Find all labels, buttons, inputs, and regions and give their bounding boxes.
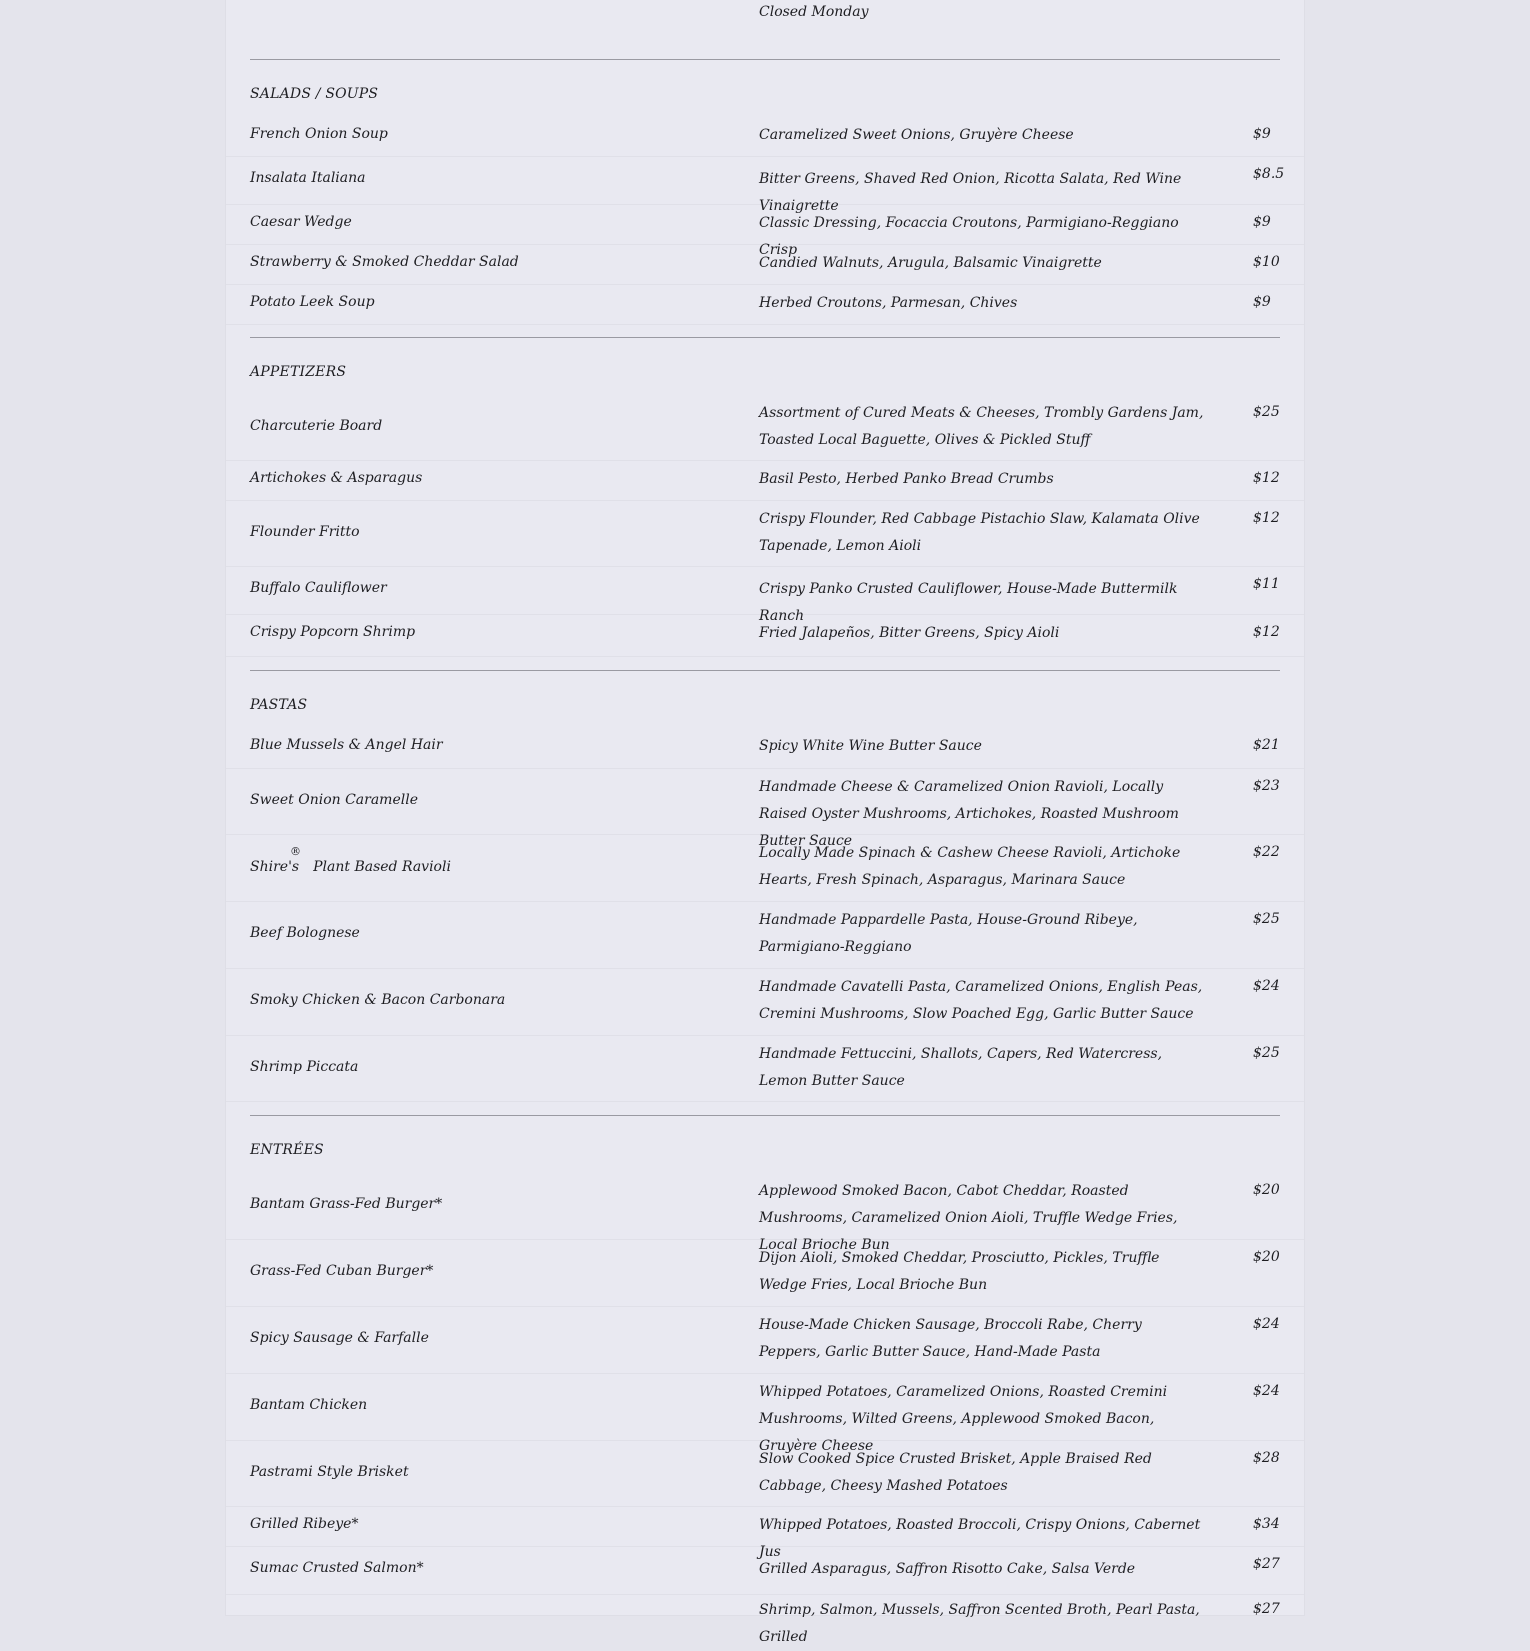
- menu-item-price: $24: [1253, 978, 1280, 994]
- menu-item-desc: Whipped Potatoes, Roasted Broccoli, Crispy Onions, Cabernet Jus: [759, 1517, 1201, 1560]
- section-title-salads-soups: SALADS / SOUPS: [250, 86, 379, 102]
- menu-item-name-suffix: Plant Based Ravioli: [313, 859, 451, 875]
- menu-item-desc: Fried Jalapeños, Bitter Greens, Spicy Aioli: [759, 625, 1060, 641]
- menu-item-name: Pastrami Style Brisket: [250, 1464, 409, 1480]
- menu-item-desc: Bitter Greens, Shaved Red Onion, Ricotta Salata, Red Wine Vinaigrette: [759, 171, 1182, 214]
- menu-item-price: $11: [1253, 576, 1280, 592]
- menu-item-name: Bantam Chicken: [250, 1397, 368, 1413]
- menu-item-price: $20: [1253, 1249, 1280, 1265]
- section-title-appetizers: APPETIZERS: [250, 364, 347, 380]
- menu-item-desc: Classic Dressing, Focaccia Croutons, Parmigiano-Reggiano Crisp: [759, 215, 1179, 258]
- menu-item-desc: Crispy Flounder, Red Cabbage Pistachio Slaw, Kalamata Olive Tapenade, Lemon Aioli: [759, 511, 1200, 554]
- menu-item-desc: Handmade Fettuccini, Shallots, Capers, Red Watercress, Lemon Butter Sauce: [759, 1046, 1163, 1089]
- menu-item-price: $12: [1253, 470, 1280, 486]
- menu-item-row: [226, 1239, 1304, 1307]
- menu-item-row: [226, 1035, 1304, 1102]
- menu-item-desc: Handmade Cavatelli Pasta, Caramelized Onions, English Peas, Cremini Mushrooms, Slow Poached Egg, Garlic Butter Sauce: [759, 979, 1203, 1022]
- menu-item-price: $27: [1253, 1556, 1280, 1572]
- menu-item-name: Charcuterie Board: [250, 418, 383, 434]
- menu-item-price: $20: [1253, 1182, 1280, 1198]
- menu-item-price: $12: [1253, 624, 1280, 640]
- menu-item-desc: Handmade Cheese & Caramelized Onion Ravioli, Locally Raised Oyster Mushrooms, Artichokes, Roasted Mushroom Butter Sauce: [759, 779, 1179, 849]
- menu-item-name: French Onion Soup: [250, 126, 388, 142]
- menu-item-price: $9: [1253, 214, 1271, 230]
- menu-item-name: [250, 845, 730, 875]
- menu-item-row: [226, 156, 1304, 214]
- menu-item-desc: Basil Pesto, Herbed Panko Bread Crumbs: [759, 471, 1054, 487]
- menu-item-row: [226, 500, 1304, 567]
- menu-item-desc: Caramelized Sweet Onions, Gruyère Cheese: [759, 127, 1074, 143]
- section-divider: [250, 1115, 1280, 1116]
- menu-item-row: [226, 968, 1304, 1036]
- menu-item-desc: Herbed Croutons, Parmesan, Chives: [759, 295, 1018, 311]
- registered-mark: ®: [290, 845, 301, 858]
- menu-item-desc: Slow Cooked Spice Crusted Brisket, Apple Braised Red Cabbage, Cheesy Mashed Potatoes: [759, 1451, 1152, 1494]
- menu-item-name: Insalata Italiana: [250, 170, 366, 186]
- menu-item-price: $21: [1253, 737, 1280, 753]
- section-divider: [250, 337, 1280, 338]
- section-title-pastas: PASTAS: [250, 697, 308, 713]
- menu-item-price: $22: [1253, 844, 1280, 860]
- menu-item-name: Shrimp Piccata: [250, 1059, 359, 1075]
- menu-item-desc: House-Made Chicken Sausage, Broccoli Rabe, Cherry Peppers, Garlic Butter Sauce, Hand-Made Pasta: [759, 1317, 1142, 1360]
- menu-item-desc: Crispy Panko Crusted Cauliflower, House-Made Buttermilk Ranch: [759, 581, 1178, 624]
- menu-item-name-part: Shire's: [250, 859, 300, 875]
- menu-item-row: [226, 1594, 1304, 1645]
- menu-item-name: Smoky Chicken & Bacon Carbonara: [250, 992, 506, 1008]
- menu-item-price: $10: [1253, 254, 1280, 270]
- menu-item-desc: Assortment of Cured Meats & Cheeses, Trombly Gardens Jam, Toasted Local Baguette, Olives & Pickled Stuff: [759, 405, 1204, 448]
- menu-item-row: [226, 1440, 1304, 1507]
- menu-item-price: $24: [1253, 1383, 1280, 1399]
- menu-item-name: Sumac Crusted Salmon*: [250, 1560, 424, 1576]
- menu-item-name: Strawberry & Smoked Cheddar Salad: [250, 254, 519, 270]
- menu-item-price: $8.5: [1253, 166, 1285, 182]
- menu-item-desc: Whipped Potatoes, Caramelized Onions, Roasted Cremini Mushrooms, Wilted Greens, Applewood Smoked Bacon, Gruyère Cheese: [759, 1384, 1168, 1454]
- menu-item-row: [226, 460, 1304, 501]
- menu-item-name: Flounder Fritto: [250, 524, 360, 540]
- menu-item-name: Crispy Popcorn Shrimp: [250, 624, 416, 640]
- section-title-entrees: ENTRÉES: [250, 1142, 324, 1158]
- menu-item-desc: Locally Made Spinach & Cashew Cheese Ravioli, Artichoke Hearts, Fresh Spinach, Asparagus, Marinara Sauce: [759, 845, 1181, 888]
- menu-item-desc: Spicy White Wine Butter Sauce: [759, 738, 982, 754]
- menu-item-row: [226, 566, 1304, 624]
- menu-item-row: [226, 614, 1304, 657]
- section-divider: [250, 59, 1280, 60]
- menu-item-row: [226, 1546, 1304, 1595]
- menu-item-desc: Dijon Aioli, Smoked Cheddar, Prosciutto, Pickles, Truffle Wedge Fries, Local Brioche Bun: [759, 1250, 1160, 1293]
- menu-item-price: $25: [1253, 404, 1280, 420]
- menu-item-name: Beef Bolognese: [250, 925, 360, 941]
- menu-item-row: [226, 394, 1304, 461]
- menu-item-row: [226, 1506, 1304, 1560]
- menu-item-name: Sweet Onion Caramelle: [250, 792, 418, 808]
- menu-item-desc: Applewood Smoked Bacon, Cabot Cheddar, Roasted Mushrooms, Caramelized Onion Aioli, Truffle Wedge Fries, Local Brioche Bun: [759, 1183, 1178, 1253]
- menu-item-desc: Handmade Pappardelle Pasta, House-Ground Ribeye, Parmigiano-Reggiano: [759, 912, 1138, 955]
- menu-item-name: Caesar Wedge: [250, 214, 352, 230]
- menu-item-price: $24: [1253, 1316, 1280, 1332]
- menu-item-price: $25: [1253, 1045, 1280, 1061]
- menu-item-row: [226, 116, 1304, 157]
- menu-page: [226, 0, 1304, 1645]
- menu-item-name: Bantam Grass-Fed Burger*: [250, 1196, 443, 1212]
- menu-item-name: Blue Mussels & Angel Hair: [250, 737, 443, 753]
- menu-item-price: $9: [1253, 294, 1271, 310]
- menu-item-row: [226, 1172, 1304, 1253]
- menu-item-name: Buffalo Cauliflower: [250, 580, 387, 596]
- menu-item-name: Grass-Fed Cuban Burger*: [250, 1263, 434, 1279]
- menu-item-price: $25: [1253, 911, 1280, 927]
- menu-item-row: [226, 244, 1304, 285]
- menu-item-price: $12: [1253, 510, 1280, 526]
- menu-item-desc: Grilled Asparagus, Saffron Risotto Cake, Salsa Verde: [759, 1561, 1136, 1577]
- menu-item-row: [226, 901, 1304, 969]
- menu-item-name: Artichokes & Asparagus: [250, 470, 423, 486]
- menu-item-row: [226, 834, 1304, 902]
- menu-item-row: [226, 1373, 1304, 1454]
- menu-item-price: $27: [1253, 1601, 1280, 1617]
- menu-item-price: $28: [1253, 1450, 1280, 1466]
- menu-item-name: Potato Leek Soup: [250, 294, 375, 310]
- menu-item-price: $34: [1253, 1516, 1280, 1532]
- menu-item-row: [226, 284, 1304, 325]
- menu-item-row: [226, 1306, 1304, 1374]
- menu-item-price: $23: [1253, 778, 1280, 794]
- menu-item-row: [226, 204, 1304, 258]
- menu-item-price: $9: [1253, 126, 1271, 142]
- menu-item-name: Spicy Sausage & Farfalle: [250, 1330, 429, 1346]
- hours-closed-text: Closed Monday: [759, 4, 869, 20]
- menu-item-row: [226, 768, 1304, 849]
- section-divider: [250, 670, 1280, 671]
- menu-item-desc: Shrimp, Salmon, Mussels, Saffron Scented Broth, Pearl Pasta, Grilled: [759, 1602, 1200, 1645]
- menu-item-name: Grilled Ribeye*: [250, 1516, 359, 1532]
- menu-item-row: [226, 728, 1304, 769]
- menu-item-desc: Candied Walnuts, Arugula, Balsamic Vinaigrette: [759, 255, 1102, 271]
